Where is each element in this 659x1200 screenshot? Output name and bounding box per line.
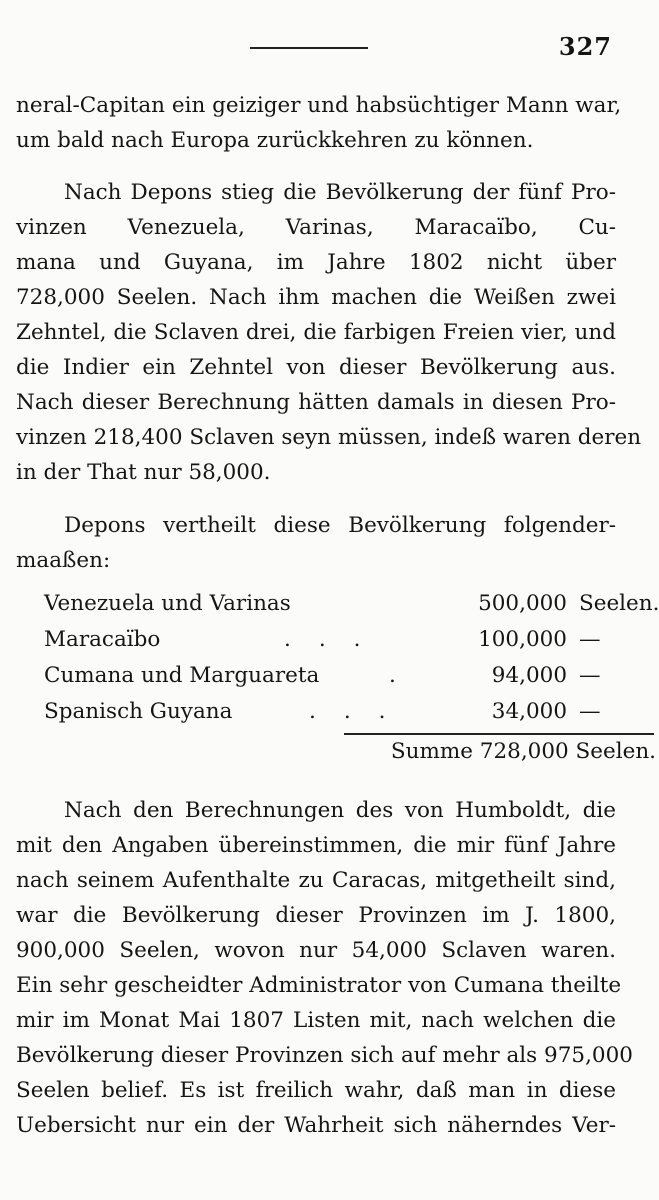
province-name: Spanisch Guyana: [44, 699, 233, 724]
unit-label: —: [579, 663, 601, 688]
text-line: mir im Monat Mai 1807 Listen mit, nach welchen die: [16, 1008, 616, 1033]
text-line: Nach dieser Berechnung hätten damals in diesen Pro-: [16, 390, 616, 415]
text-line: Ein sehr gescheidter Administrator von Cumana theilte: [16, 973, 622, 998]
text-line: mit den Angaben übereinstimmen, die mir fünf Jahre: [16, 833, 616, 858]
population-value: 500,000: [478, 591, 567, 616]
unit-label: —: [579, 627, 601, 652]
text-line: Bevölkerung dieser Provinzen sich auf mehr als 975,000: [16, 1043, 633, 1068]
text-line: Nach den Berechnungen des von Humboldt, die: [64, 798, 616, 823]
leader-dots: .: [389, 663, 424, 688]
text-line: maaßen:: [16, 548, 111, 573]
population-table: [44, 591, 659, 764]
table-row: [44, 699, 614, 735]
text-line: vinzen 218,400 Sclaven seyn müssen, indeß waren deren: [16, 425, 642, 450]
text-line: war die Bevölkerung dieser Provinzen im J. 1800,: [16, 903, 616, 928]
paragraph-humboldt: [16, 793, 633, 1143]
text-line: 728,000 Seelen. Nach ihm machen die Weißen zwei: [16, 285, 616, 310]
unit-label: Seelen.: [579, 591, 659, 616]
page-number: 327: [558, 32, 612, 61]
text-line: 900,000 Seelen, wovon nur 54,000 Sclaven waren.: [16, 938, 616, 963]
text-line: vinzen Venezuela, Varinas, Maracaïbo, Cu-: [16, 215, 616, 240]
text-line: Seelen belief. Es ist freilich wahr, daß man in diese: [16, 1078, 616, 1103]
paragraph-distribution-intro: [16, 508, 616, 578]
text-line: Zehntel, die Sclaven drei, die farbigen Freien vier, und: [16, 320, 616, 345]
text-line: Nach Depons stieg die Bevölkerung der fünf Pro-: [64, 180, 616, 205]
unit-label: —: [579, 699, 601, 724]
table-row: [44, 627, 614, 663]
leader-dots: ...: [309, 699, 414, 724]
text-line: Depons vertheilt diese Bevölkerung folgender-: [64, 513, 616, 538]
province-name: Cumana und Marguareta: [44, 663, 320, 688]
table-row: [44, 663, 614, 699]
text-line: nach seinem Aufenthalte zu Caracas, mitgetheilt sind,: [16, 868, 616, 893]
text-line: in der That nur 58,000.: [16, 460, 271, 485]
province-name: Maracaïbo: [44, 627, 161, 652]
table-sum: Summe 728,000 Seelen.: [390, 739, 656, 764]
population-value: 34,000: [491, 699, 567, 724]
text-line: um bald nach Europa zurückkehren zu können.: [16, 128, 534, 153]
table-row: [44, 591, 659, 627]
paragraph-depons-population: [16, 175, 642, 490]
header-rule: [250, 47, 368, 49]
province-name: Venezuela und Varinas: [44, 591, 291, 616]
sum-rule: [344, 733, 654, 735]
population-value: 94,000: [491, 663, 567, 688]
paragraph-continuation: [16, 88, 622, 158]
text-line: mana und Guyana, im Jahre 1802 nicht über: [16, 250, 616, 275]
leader-dots: ...: [284, 627, 389, 652]
text-line: Uebersicht nur ein der Wahrheit sich näherndes Ver-: [16, 1113, 616, 1138]
population-value: 100,000: [478, 627, 567, 652]
text-line: die Indier ein Zehntel von dieser Bevölkerung aus.: [16, 355, 616, 380]
text-line: neral-Capitan ein geiziger und habsüchtiger Mann war,: [16, 93, 622, 118]
